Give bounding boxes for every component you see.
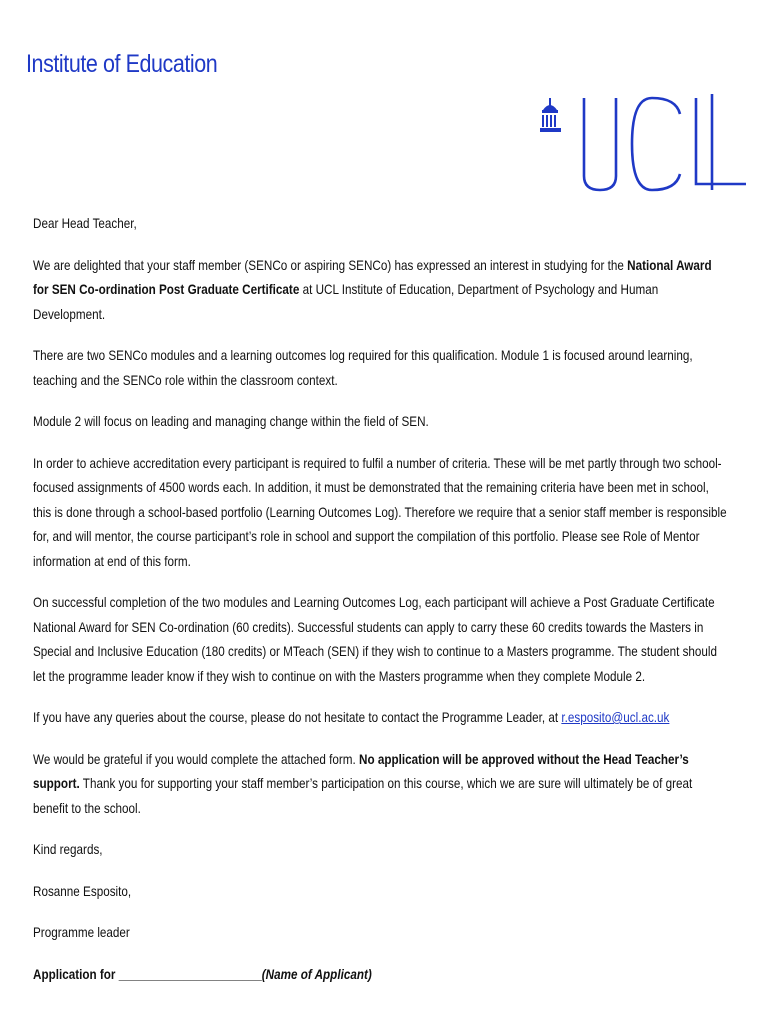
application-line bbox=[33, 963, 730, 988]
paragraph-4: In order to achieve accreditation every participant is required to fulfil a number of criteria. These will be met partly through two school-focused assignments of 4500 words each. In addition, it must be demonstrated that the remaining criteria have been met in school, this is done through a school-based portfolio (Learning Outcomes Log). Therefore we require that a senior staff member is responsible for, and will mentor, the course participant’s role in school and support the compilation of this portfolio. Please see Role of Mentor information at end of this form. bbox=[33, 455, 727, 569]
paragraph-3: Module 2 will focus on leading and managing change within the field of SEN. bbox=[33, 414, 429, 429]
award-name: National Award for SEN Co-ordination Post Graduate Certificate bbox=[33, 257, 712, 297]
logo-text: UCL bbox=[540, 94, 543, 95]
application-hint: (Name of Applicant) bbox=[261, 966, 372, 982]
portico-icon bbox=[540, 98, 561, 132]
ucl-logo bbox=[540, 94, 750, 204]
letter-body bbox=[33, 212, 730, 1004]
signature-title: Programme leader bbox=[33, 925, 130, 940]
paragraph-2: There are two SENCo modules and a learning outcomes log required for this qualification. Module 1 is focused around learning, teaching and the SENCo role within the classroom context. bbox=[33, 348, 693, 388]
application-label: Application for ______________________ bbox=[33, 966, 262, 982]
paragraph-1: We are delighted that your staff member (SENCo or aspiring SENCo) has expressed an interest in studying for the National Award for SEN Co-ordination Post Graduate Certificate at UCL Institute of Education, Department of Psychology and Human Development. bbox=[33, 257, 712, 322]
email-link[interactable]: r.esposito@ucl.ac.uk bbox=[561, 710, 670, 725]
institute-title: Institute of Education bbox=[26, 50, 218, 78]
salutation: Dear Head Teacher, bbox=[33, 216, 137, 231]
closing: Kind regards, bbox=[33, 842, 103, 857]
paragraph-6: If you have any queries about the course, please do not hesitate to contact the Programme Leader, at r.esposito@ucl.ac.uk bbox=[33, 710, 670, 725]
signature-name: Rosanne Esposito, bbox=[33, 883, 132, 899]
approval-notice: No application will be approved without the Head Teacher’s support. bbox=[33, 751, 689, 791]
paragraph-7: We would be grateful if you would complete the attached form. No application will be approved without the Head Teacher’s support. Thank you for supporting your staff member’s participation on this course, which we are sure will ultimately be of great benefit to the school. bbox=[33, 751, 693, 816]
paragraph-5: On successful completion of the two modules and Learning Outcomes Log, each participant will achieve a Post Graduate Certificate National Award for SEN Co-ordination (60 credits). Successful students can apply to carry these 60 credits towards the Masters in Special and Inclusive Education (180 credits) or MTeach (SEN) if they wish to continue to a Masters programme. The student should let the programme leader know if they wish to continue on with the Masters programme when they complete Module 2. bbox=[33, 595, 718, 684]
